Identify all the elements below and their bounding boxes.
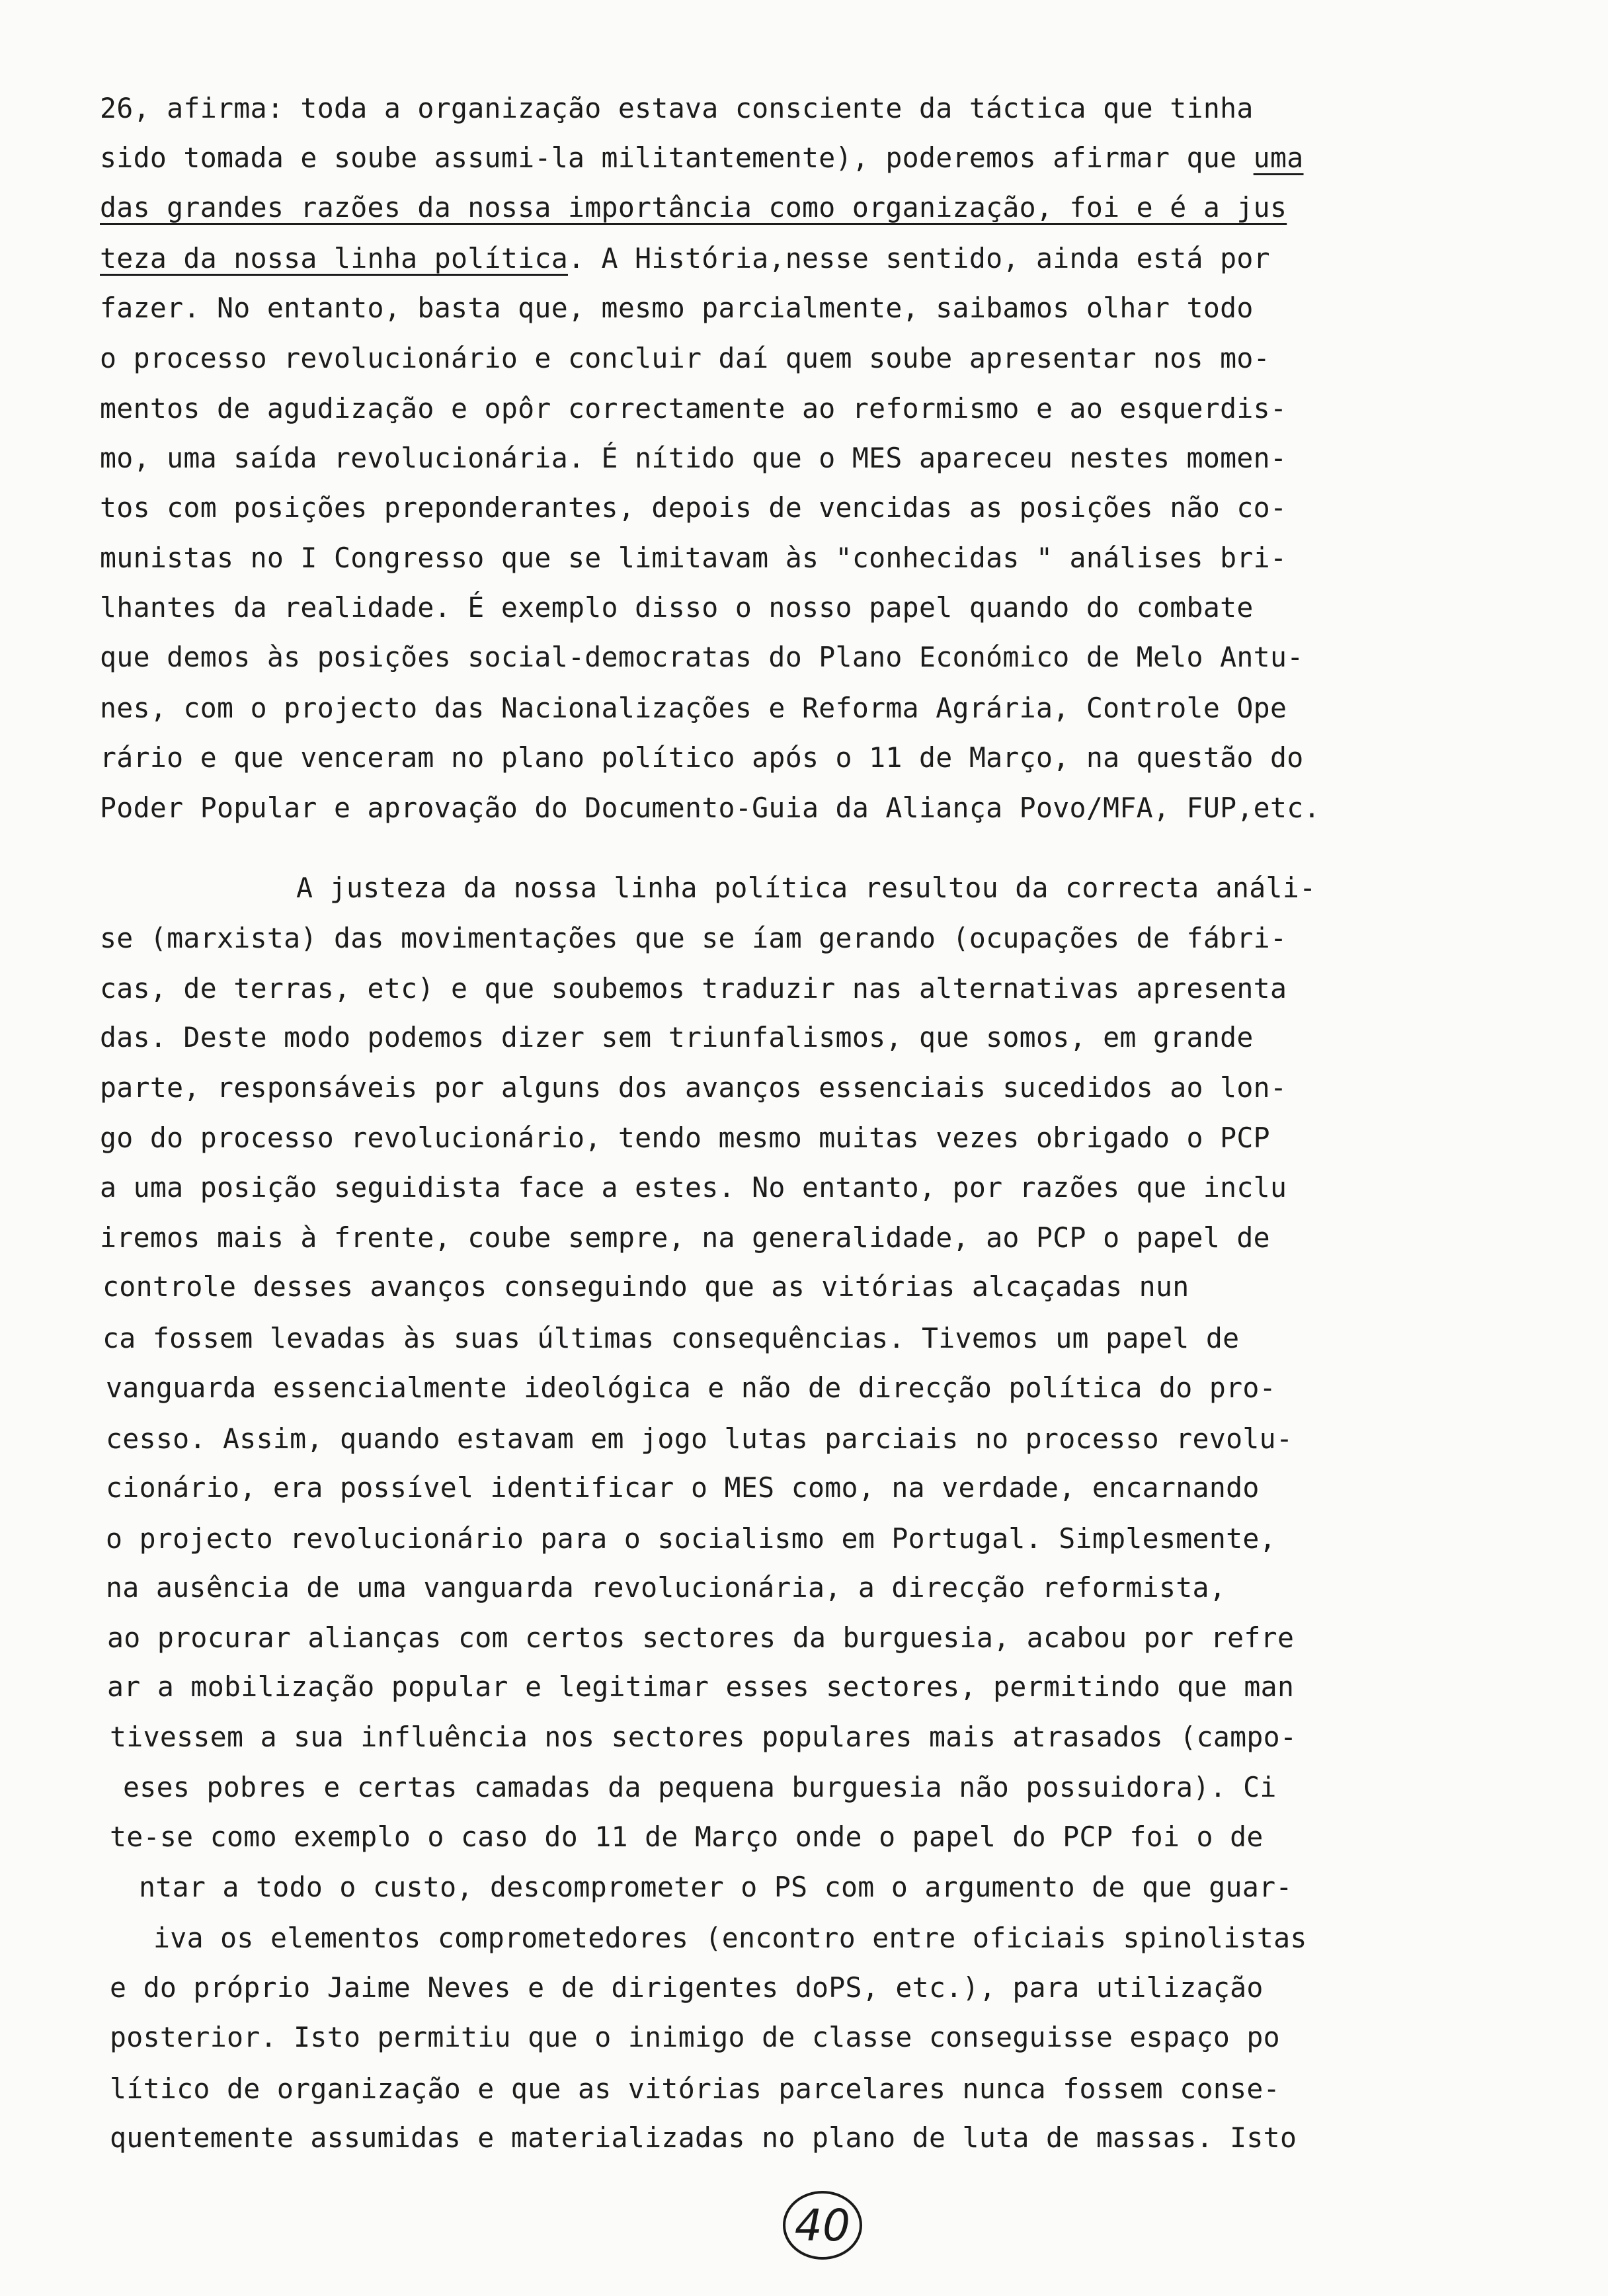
text-line	[110, 2121, 1297, 2154]
line-text: e do próprio Jaime Neves e de dirigentes doPS, etc.), para utilização	[110, 1971, 1264, 2004]
text-line	[102, 1270, 1189, 1303]
text-line	[100, 972, 1287, 1004]
line-text: controle desses avanços conseguindo que as vitórias alcaçadas nun	[102, 1270, 1189, 1303]
underlined-text: uma	[1253, 142, 1304, 174]
text-line	[100, 1124, 1270, 1152]
line-text: das. Deste modo podemos dizer sem triunfalismos, que somos, em grande	[100, 1021, 1254, 1053]
text-line	[106, 1522, 1276, 1555]
text-line	[100, 342, 1270, 374]
line-text: go do processo revolucionário, tendo mesmo muitas vezes obrigado o PCP	[100, 1122, 1270, 1154]
line-text: cesso. Assim, quando estavam em jogo lutas parciais no processo revolu-	[106, 1422, 1293, 1455]
text-line	[100, 544, 1287, 572]
text-line	[107, 1670, 1295, 1703]
text-line	[110, 1823, 1264, 1851]
text-line	[106, 1374, 1276, 1402]
line-text: iva os elementos comprometedores (encontro entre oficiais spinolistas	[153, 1922, 1307, 1954]
line-text: o projecto revolucionário para o socialismo em Portugal. Simplesmente,	[106, 1522, 1276, 1555]
text-line	[100, 491, 1287, 524]
line-text: A justeza da nossa linha política resultou da correcta análi-	[296, 872, 1316, 904]
text-line	[100, 444, 1287, 472]
line-text: cionário, era possível identificar o MES como, na verdade, encarnando	[106, 1471, 1260, 1504]
line-text: . A História,nesse sentido, ainda está por	[567, 242, 1270, 274]
line-text: se (marxista) das movimentações que se íam gerando (ocupações de fábri-	[100, 922, 1287, 954]
text-line	[100, 924, 1287, 952]
line-text: ntar a todo o custo, descomprometer o PS com o argumento de que guar-	[139, 1871, 1293, 1903]
text-line	[100, 92, 1254, 124]
text-line	[100, 1071, 1287, 1104]
line-text: sido tomada e soube assumi-la militantemente), poderemos afirmar que	[100, 142, 1254, 174]
text-line	[102, 1322, 1240, 1354]
text-line	[139, 1873, 1293, 1901]
line-text: tos com posições preponderantes, depois de vencidas as posições não co-	[100, 491, 1287, 524]
text-line	[296, 874, 1316, 902]
line-text: posterior. Isto permitiu que o inimigo de classe conseguisse espaço po	[110, 2021, 1280, 2053]
text-line	[110, 2072, 1280, 2105]
text-line	[100, 1171, 1287, 1204]
line-text: Poder Popular e aprovação do Documento-Guia da Aliança Povo/MFA, FUP,etc.	[100, 792, 1320, 824]
line-text: 26, afirma: toda a organização estava consciente da táctica que tinha	[100, 92, 1254, 124]
line-text: te-se como exemplo o caso do 11 de Março onde o papel do PCP foi o de	[110, 1821, 1264, 1853]
text-line	[100, 643, 1304, 671]
text-line	[110, 1971, 1264, 2004]
text-line	[100, 794, 1320, 822]
line-text: mo, uma saída revolucionária. É nítido que o MES apareceu nestes momen-	[100, 442, 1287, 474]
text-line	[106, 1571, 1226, 1604]
line-text: rário e que venceram no plano político após o 11 de Março, na questão do	[100, 741, 1304, 774]
text-line	[100, 242, 1270, 274]
underlined-text: teza da nossa linha política	[100, 242, 568, 274]
text-line	[100, 294, 1254, 322]
line-text: ca fossem levadas às suas últimas consequências. Tivemos um papel de	[102, 1322, 1240, 1354]
line-text: fazer. No entanto, basta que, mesmo parcialmente, saibamos olhar todo	[100, 292, 1254, 324]
line-text: quentemente assumidas e materializadas no plano de luta de massas. Isto	[110, 2121, 1297, 2154]
line-text: munistas no I Congresso que se limitavam às "conhecidas " análises bri-	[100, 542, 1287, 574]
text-line	[100, 1021, 1254, 1053]
line-text: ao procurar alianças com certos sectores da burguesia, acabou por refre	[107, 1621, 1295, 1654]
text-line	[100, 694, 1287, 722]
text-line	[110, 2021, 1280, 2053]
line-text: que demos às posições social-democratas do Plano Económico de Melo Antu-	[100, 641, 1304, 673]
line-text: cas, de terras, etc) e que soubemos traduzir nas alternativas apresenta	[100, 972, 1287, 1004]
line-text: tivessem a sua influência nos sectores populares mais atrasados (campo-	[110, 1721, 1297, 1753]
line-text: a uma posição seguidista face a estes. No entanto, por razões que inclu	[100, 1171, 1287, 1204]
text-line	[106, 1422, 1293, 1455]
text-line	[100, 591, 1254, 624]
line-text: nes, com o projecto das Nacionalizações e Reforma Agrária, Controle Ope	[100, 692, 1287, 724]
text-line	[100, 191, 1287, 224]
line-text: ar a mobilização popular e legitimar esses sectores, permitindo que man	[107, 1670, 1295, 1703]
line-text: mentos de agudização e opôr correctamente ao reformismo e ao esquerdis-	[100, 392, 1287, 425]
line-text: na ausência de uma vanguarda revolucionária, a direcção reformista,	[106, 1571, 1226, 1604]
text-line	[100, 741, 1304, 774]
text-line	[100, 144, 1304, 172]
page-number: 40	[794, 2199, 851, 2251]
page-number-badge	[780, 2189, 865, 2262]
text-line	[123, 1771, 1277, 1803]
text-line	[110, 1723, 1297, 1751]
line-text: lítico de organização e que as vitórias parcelares nunca fossem conse-	[110, 2072, 1280, 2105]
text-line	[106, 1471, 1260, 1504]
line-text: lhantes da realidade. É exemplo disso o nosso papel quando do combate	[100, 591, 1254, 624]
text-line	[100, 392, 1287, 425]
text-line	[100, 1221, 1270, 1254]
underlined-text: das grandes razões da nossa importância como organização, foi e é a jus	[100, 191, 1287, 224]
line-text: parte, responsáveis por alguns dos avanços essenciais sucedidos ao lon-	[100, 1071, 1287, 1104]
text-line	[153, 1924, 1307, 1952]
line-text: vanguarda essencialmente ideológica e não de direcção política do pro-	[106, 1372, 1276, 1404]
line-text: eses pobres e certas camadas da pequena burguesia não possuidora). Ci	[123, 1771, 1277, 1803]
text-line	[107, 1621, 1295, 1654]
line-text: o processo revolucionário e concluir daí quem soube apresentar nos mo-	[100, 342, 1270, 374]
line-text: iremos mais à frente, coube sempre, na generalidade, ao PCP o papel de	[100, 1221, 1270, 1254]
